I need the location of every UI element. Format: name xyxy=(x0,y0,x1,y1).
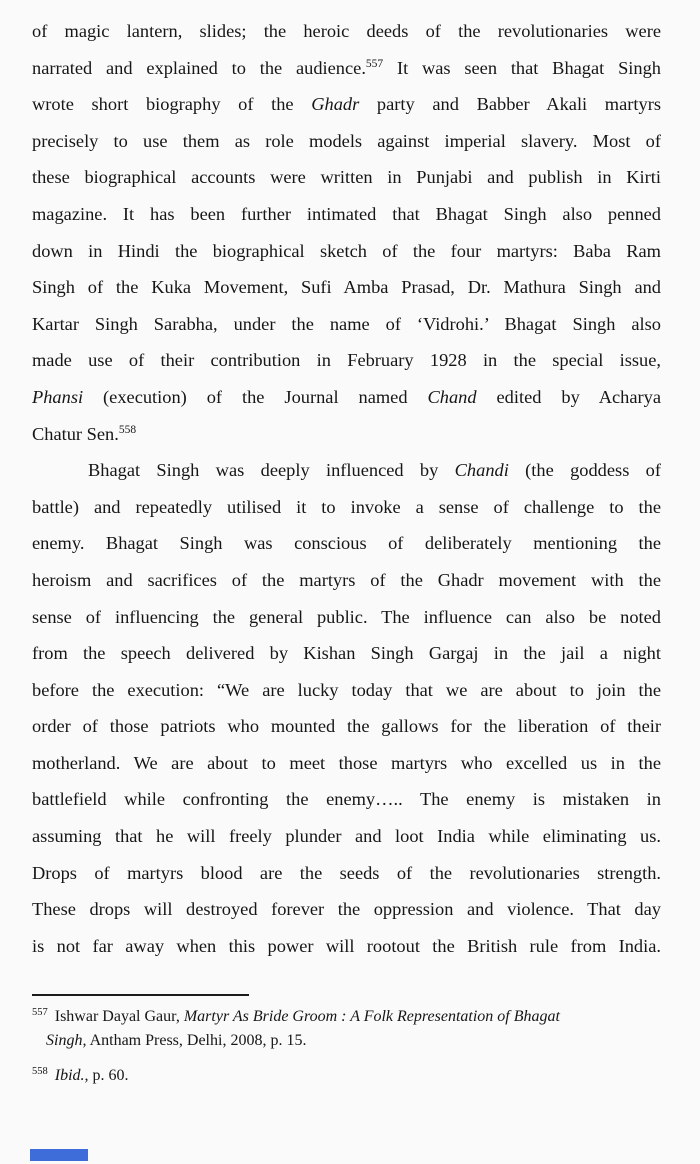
body-text xyxy=(32,13,661,964)
text-line: down in Hindi the biographical sketch of the four martyrs: Baba Ram xyxy=(32,240,661,261)
text-line: these biographical accounts were written in Punjabi and publish in Kirti xyxy=(32,167,661,188)
text-line: sense of influencing the general public. The influence can also be noted xyxy=(32,606,661,627)
text-line: assuming that he will freely plunder and loot India while eliminating us. xyxy=(32,826,661,847)
text-line: of magic lantern, slides; the heroic deeds of the revolutionaries were xyxy=(32,21,661,41)
paragraph xyxy=(32,452,661,964)
text-line: made use of their contribution in February 1928 in the special issue, xyxy=(32,350,661,371)
text-line: heroism and sacrifices of the martyrs of the Ghadr movement with the xyxy=(32,569,661,590)
text-line: Kartar Singh Sarabha, under the name of ‘Vidrohi.’ Bhagat Singh also xyxy=(32,313,661,334)
footnote-separator-rule xyxy=(32,994,249,996)
footnote-number: 558 xyxy=(32,1066,48,1077)
footnote-list xyxy=(32,1005,661,1088)
text-line: magazine. It has been further intimated that Bhagat Singh also penned xyxy=(32,203,661,224)
text-line: Drops of martyrs blood are the seeds of the revolutionaries strength. xyxy=(32,862,661,883)
text-line: motherland. We are about to meet those martyrs who excelled us in the xyxy=(32,752,661,773)
text-line: Bhagat Singh was deeply influenced by Chandi (the goddess of xyxy=(88,460,661,481)
footnote-line: $^{557}$ Ishwar Dayal Gaur, Martyr As Bride Groom : A Folk Representation of Bhagat xyxy=(32,1007,560,1025)
footnote-number: 557 xyxy=(32,1007,48,1018)
text-line: from the speech delivered by Kishan Singh Gargaj in the jail a night xyxy=(32,643,661,664)
text-line: is not far away when this power will rootout the British rule from India. xyxy=(32,935,661,956)
footnote-557 xyxy=(32,1005,661,1052)
text-line: precisely to use them as role models against imperial slavery. Most of xyxy=(32,130,661,151)
footnote-area xyxy=(32,994,661,1100)
footnote-ref: 557 xyxy=(365,57,384,70)
text-line: Phansi (execution) of the Journal named Chand edited by Acharya xyxy=(32,386,661,407)
footnote-558 xyxy=(32,1064,661,1088)
text-line: Singh of the Kuka Movement, Sufi Amba Prasad, Dr. Mathura Singh and xyxy=(32,277,661,298)
text-line: wrote short biography of the Ghadr party and Babber Akali martyrs xyxy=(32,94,661,115)
text-line: enemy. Bhagat Singh was conscious of deliberately mentioning the xyxy=(32,533,661,554)
footnote-line: $^{558}$ Ibid., p. 60. xyxy=(32,1066,129,1084)
text-line: narrated and explained to the audience.$^{557}$ It was seen that Bhagat Singh xyxy=(32,57,661,78)
text-line: battlefield while confronting the enemy….. The enemy is mistaken in xyxy=(32,789,661,810)
text-line: battle) and repeatedly utilised it to invoke a sense of challenge to the xyxy=(32,496,661,517)
footnote-line: Singh, Antham Press, Delhi, 2008, p. 15. xyxy=(46,1031,307,1049)
paragraph xyxy=(32,13,661,452)
footer-blue-marker xyxy=(30,1149,88,1161)
footnote-ref: 558 xyxy=(118,423,137,436)
text-line: These drops will destroyed forever the oppression and violence. That day xyxy=(32,899,661,920)
text-line: order of those patriots who mounted the gallows for the liberation of their xyxy=(32,716,661,737)
text-line: before the execution: “We are lucky today that we are about to join the xyxy=(32,679,661,700)
text-line: Chatur Sen.$^{558}$ xyxy=(32,423,137,444)
